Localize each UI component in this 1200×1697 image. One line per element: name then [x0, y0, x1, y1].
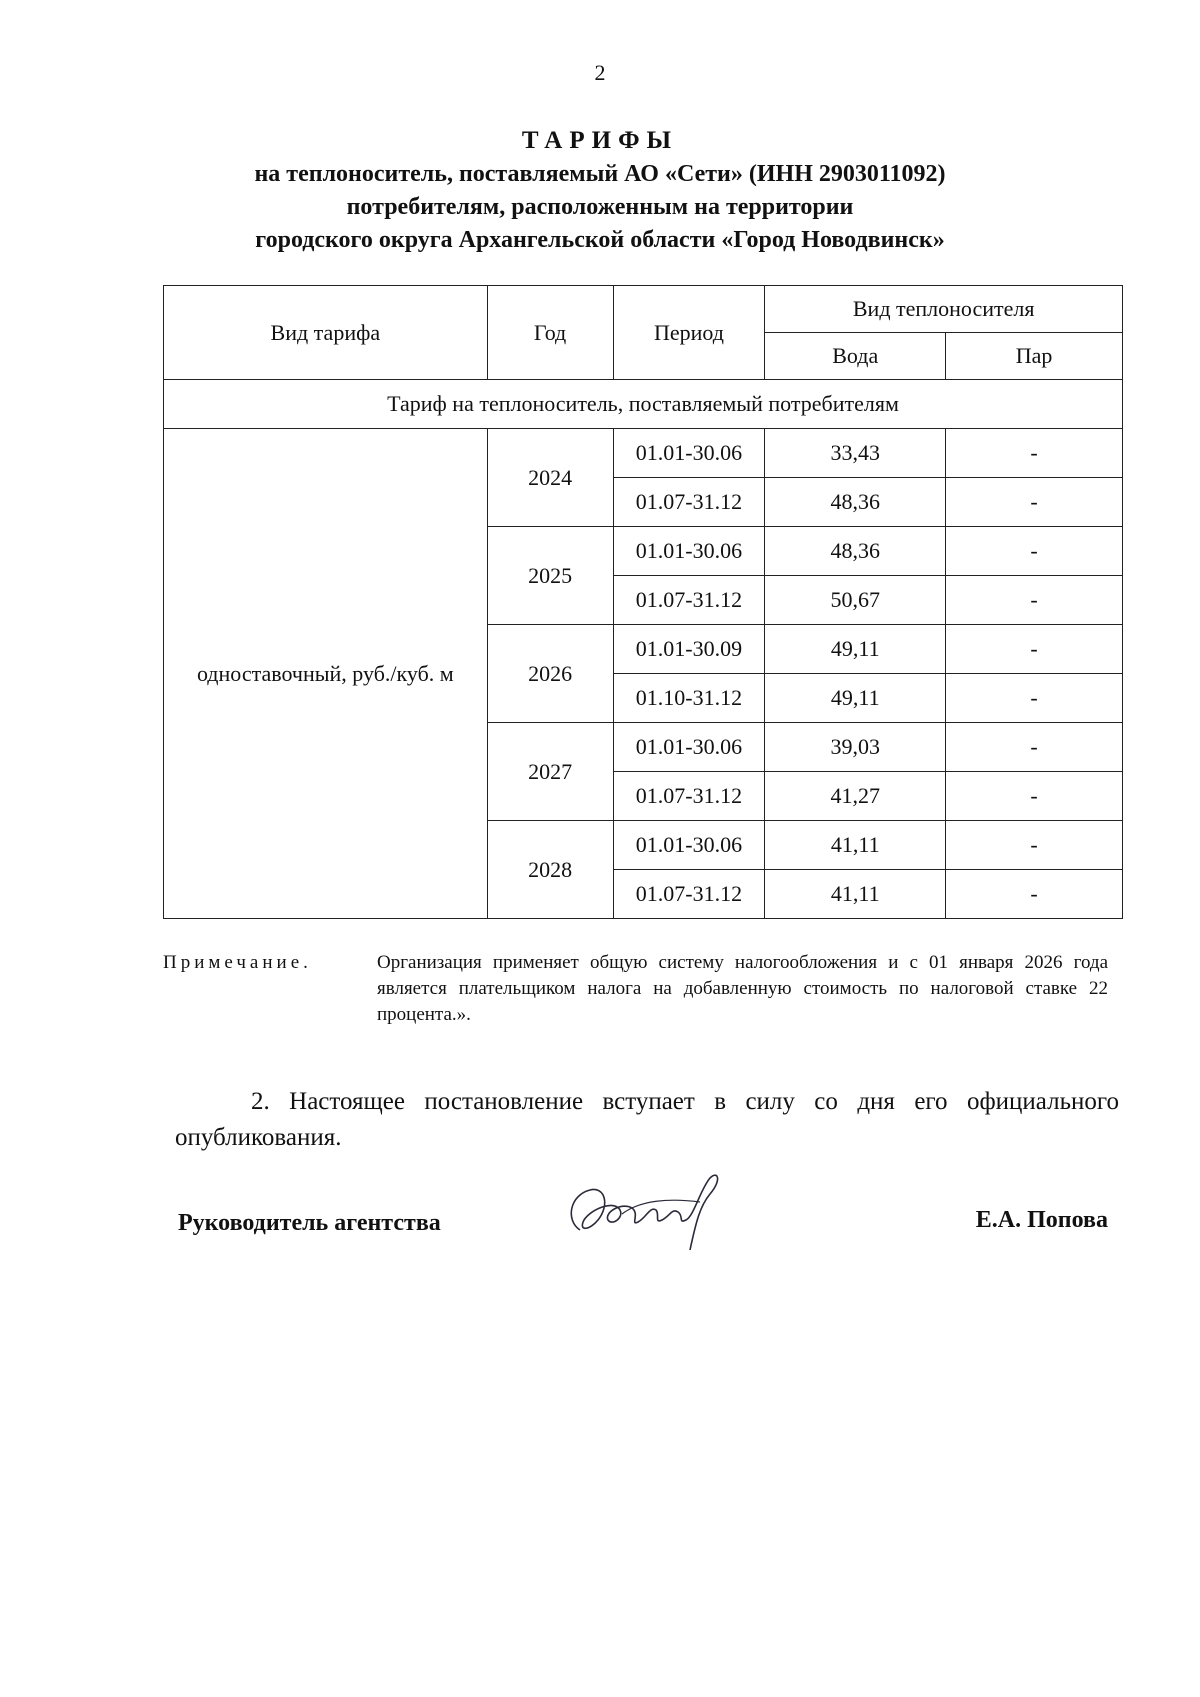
title-line-3: городского округа Архангельской области «Город Новодвинск»	[255, 227, 945, 253]
header-period: Период	[613, 286, 765, 380]
water-cell: 48,36	[765, 478, 946, 527]
period-cell: 01.01-30.06	[613, 821, 765, 870]
year-cell: 2027	[487, 723, 613, 821]
water-cell: 49,11	[765, 674, 946, 723]
steam-cell: -	[946, 576, 1123, 625]
year-cell: 2024	[487, 429, 613, 527]
title-line-2: потребителям, расположенным на территории	[346, 194, 854, 220]
handwritten-signature	[560, 1160, 740, 1260]
period-cell: 01.01-30.06	[613, 723, 765, 772]
header-tariff-type: Вид тарифа	[164, 286, 488, 380]
note-label: Примечание.	[163, 952, 312, 973]
steam-cell: -	[946, 625, 1123, 674]
steam-cell: -	[946, 527, 1123, 576]
steam-cell: -	[946, 870, 1123, 919]
note-text: Организация применяет общую систему налогообложения и с 01 января 2026 года является плательщиком налога на добавленную стоимость по налоговой ставке 22 процента.».	[377, 952, 1108, 1025]
header-water: Вода	[765, 333, 946, 380]
water-cell: 33,43	[765, 429, 946, 478]
water-cell: 48,36	[765, 527, 946, 576]
page-number: 2	[594, 60, 606, 85]
period-cell: 01.07-31.12	[613, 576, 765, 625]
year-cell: 2025	[487, 527, 613, 625]
year-cell: 2028	[487, 821, 613, 919]
tariff-type-cell: одноставочный, руб./куб. м	[164, 429, 488, 919]
period-cell: 01.01-30.09	[613, 625, 765, 674]
section-title: Тариф на теплоноситель, поставляемый потребителям	[164, 380, 1123, 429]
title-heading: ТАРИФЫ	[521, 127, 679, 154]
steam-cell: -	[946, 772, 1123, 821]
table-row	[164, 429, 1123, 478]
period-cell: 01.07-31.12	[613, 772, 765, 821]
header-year: Год	[487, 286, 613, 380]
steam-cell: -	[946, 674, 1123, 723]
water-cell: 49,11	[765, 625, 946, 674]
header-coolant-type: Вид теплоносителя	[765, 286, 1123, 333]
water-cell: 50,67	[765, 576, 946, 625]
title-line-1: на теплоноситель, поставляемый АО «Сети» (ИНН 2903011092)	[254, 161, 946, 187]
year-cell: 2026	[487, 625, 613, 723]
period-cell: 01.01-30.06	[613, 429, 765, 478]
water-cell: 41,27	[765, 772, 946, 821]
signer-name: Е.А. Попова	[975, 1207, 1108, 1233]
steam-cell: -	[946, 821, 1123, 870]
steam-cell: -	[946, 723, 1123, 772]
water-cell: 41,11	[765, 870, 946, 919]
water-cell: 39,03	[765, 723, 946, 772]
clause-text: 2. Настоящее постановление вступает в силу со дня его официального опубликования.	[175, 1088, 1119, 1151]
period-cell: 01.10-31.12	[613, 674, 765, 723]
water-cell: 41,11	[765, 821, 946, 870]
period-cell: 01.07-31.12	[613, 478, 765, 527]
steam-cell: -	[946, 478, 1123, 527]
header-steam: Пар	[946, 333, 1123, 380]
period-cell: 01.07-31.12	[613, 870, 765, 919]
period-cell: 01.01-30.06	[613, 527, 765, 576]
document-title	[0, 124, 1200, 257]
steam-cell: -	[946, 429, 1123, 478]
tariff-table	[163, 285, 1123, 919]
signer-title: Руководитель агентства	[178, 1210, 441, 1236]
